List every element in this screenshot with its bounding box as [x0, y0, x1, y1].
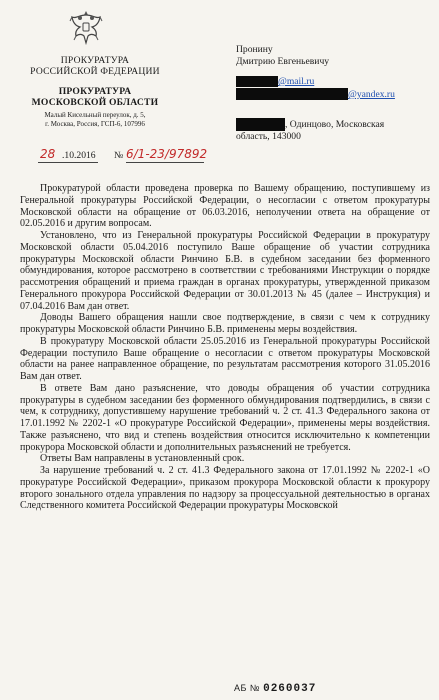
redacted-block — [236, 88, 348, 100]
org-line-1: ПРОКУРАТУРА — [60, 55, 130, 66]
form-number: 0260037 — [263, 683, 317, 695]
number-underline — [126, 162, 204, 163]
recipient-address-2: область, 143000 — [236, 131, 301, 142]
org-title-regional — [20, 86, 170, 108]
body-paragraph-5: В ответе Вам дано разъяснение, что доводы обращения об участии сотрудника прокуратуры в судебном заседании без форменного обмундирования подтвердились, в связи с чем, к сотруднику, допустившему нарушение требований ч. 2 ст. 41.3 Федерального закона от 17.01.1992 № 2202-1 «О прокуратуре Российской Федерации», применены меры воздействия. Также разъяснено, что вид и степень воздействия относится исключительно к компетенции прокурора Московской области и дополнительных разъяснений не требуется. — [20, 382, 430, 453]
org-address — [20, 111, 170, 129]
recipient-address-1: , Одинцово, Московская — [285, 119, 385, 130]
double-headed-eagle-emblem-icon — [67, 7, 105, 47]
org-line-2: РОССИЙСКОЙ ФЕДЕРАЦИИ — [30, 66, 160, 77]
address-line-1: Малый Кисельный переулок, д. 5, — [44, 111, 146, 119]
redacted-block — [236, 118, 285, 131]
redacted-block — [236, 76, 278, 87]
recipient-name: Дмитрию Евгеньевичу — [236, 56, 330, 67]
recipient-email-1[interactable]: @mail.ru — [278, 76, 315, 87]
date-underline — [38, 162, 98, 163]
recipient-email-2[interactable]: @yandex.ru — [348, 89, 395, 100]
recipient-surname: Пронину — [236, 44, 273, 55]
letter-date: .10.2016 — [62, 150, 96, 161]
org-line-3: ПРОКУРАТУРА — [58, 86, 132, 97]
address-line-2: г. Москва, Россия, ГСП-6, 107996 — [45, 120, 145, 128]
body-paragraph-1: Прокуратурой области проведена проверка по Вашему обращению, поступившему из Генеральной прокуратуры Российской Федерации, о несогласии с ответом прокуратуры Московской области на обращение от 06.03.2016, неполучении ответа на обращение от 02.05.2016 и другим вопросам. — [20, 183, 430, 230]
handwritten-date-day: 28 — [40, 147, 56, 161]
org-line-4: МОСКОВСКОЙ ОБЛАСТИ — [31, 97, 159, 108]
body-paragraph-3: Доводы Вашего обращения нашли свое подтверждение, в связи с чем к сотруднику прокуратуры Московской области Ринчино Б.В. применены меры воздействия. — [20, 312, 430, 335]
letter-body — [20, 183, 430, 512]
form-serial — [234, 683, 316, 695]
body-paragraph-2: Установлено, что из Генеральной прокуратуры Российской Федерации в прокуратуру Московской области 05.04.2016 поступило Ваше обращение об участии сотрудника прокуратуры Московской области Ринчино Б.В. в судебном заседании без форменного обмундирования, которое рассмотрено в соответствии с требованиями Инструкции о порядке рассмотрения обращений и приема граждан в органах прокуратуры, утвержденной приказом Генерального прокурора Российской Федерации от 30.01.2013 № 45 (далее – Инструкция) и 07.04.2016 Вам дан ответ. — [20, 230, 430, 312]
handwritten-letter-number: 6/1-23/97892 — [126, 147, 208, 161]
body-paragraph-7: За нарушение требований ч. 2 ст. 41.3 Федерального закона от 17.01.1992 № 2202-1 «О прокуратуре Российской Федерации», приказом прокурора Московской области к прокурору второго зонального отдела управления по надзору за процессуальной деятельностью в органах Следственного комитета Российской Федерации прокуратуры Московской — [20, 465, 430, 512]
letter-number-label: № — [114, 150, 124, 161]
org-title-federal — [20, 55, 170, 77]
body-paragraph-4: В прокуратуру Московской области 25.05.2016 из Генеральной прокуратуры Российской Федерации поступило Ваше обращение о несогласии с ответом прокуратуры Московской области на ранее направленное обращение, по результатам рассмотрения которого 31.05.2016 Вам дан ответ. — [20, 335, 430, 382]
form-series: АБ № — [234, 683, 261, 693]
body-paragraph-6: Ответы Вам направлены в установленный срок. — [40, 453, 245, 465]
